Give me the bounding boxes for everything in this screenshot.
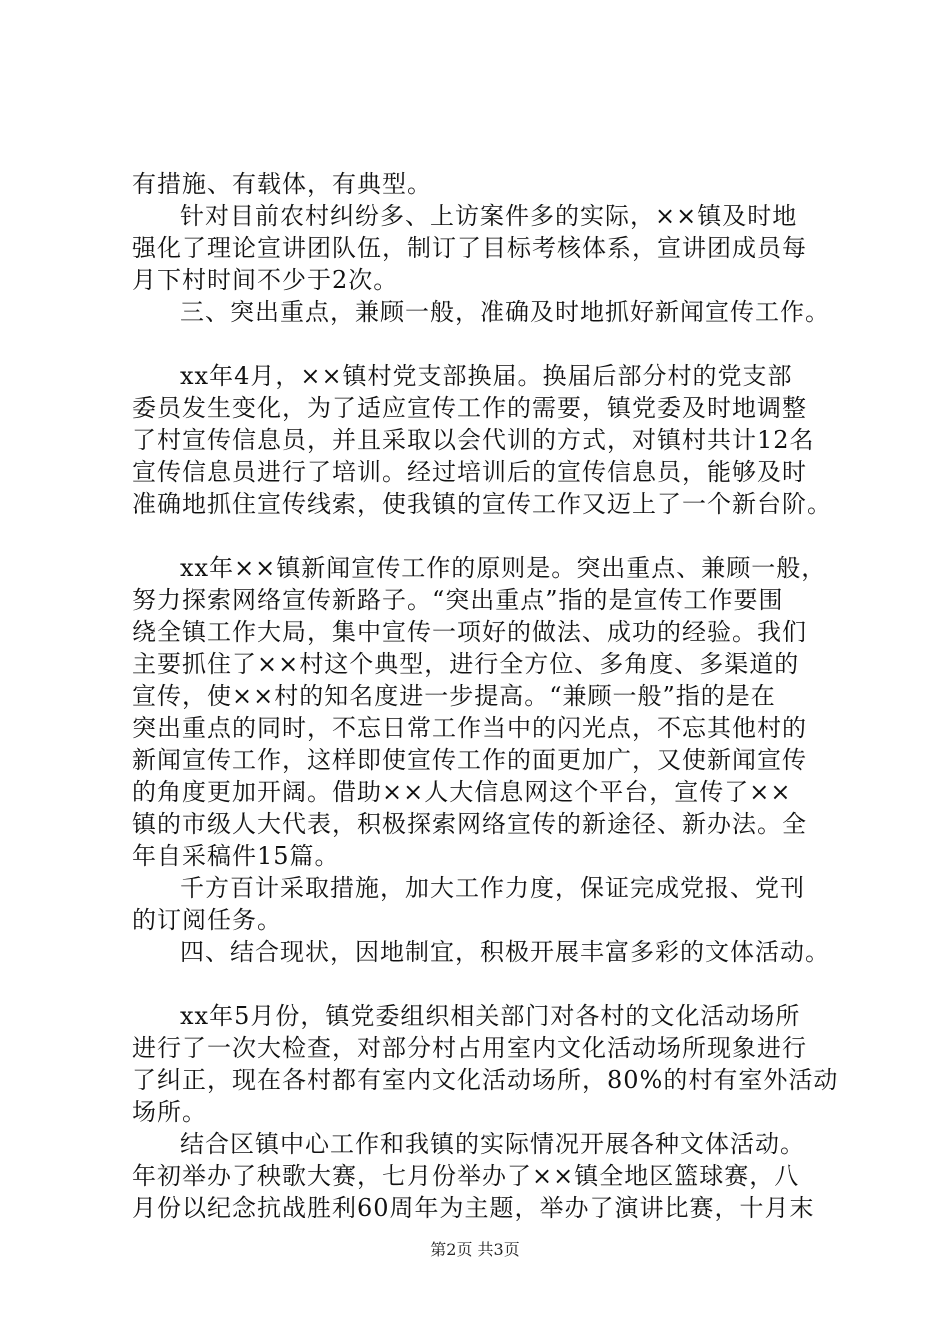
page-number-footer: 第2页 共3页 — [430, 1240, 520, 1259]
paragraph-start: xx年××镇新闻宣传工作的原则是。突出重点、兼顾一般， — [180, 554, 827, 582]
paragraph-start: 针对目前农村纠纷多、上访案件多的实际，××镇及时地 — [180, 202, 798, 230]
text-line: 宣传信息员进行了培训。经过培训后的宣传信息员，能够及时 — [132, 458, 807, 486]
text-line: 宣传，使××村的知名度进一步提高。“兼顾一般”指的是在 — [132, 682, 776, 710]
paragraph-start: 千方百计采取措施，加大工作力度，保证完成党报、党刊 — [180, 874, 805, 902]
text-line: 强化了理论宣讲团队伍，制订了目标考核体系，宣讲团成员每 — [132, 234, 807, 262]
text-line: 委员发生变化，为了适应宣传工作的需要，镇党委及时地调整 — [132, 394, 807, 422]
text-line: 新闻宣传工作，这样即使宣传工作的面更加广，又使新闻宣传 — [132, 746, 807, 774]
text-line: 的角度更加开阔。借助××人大信息网这个平台，宣传了×× — [132, 778, 792, 806]
text-line: 进行了一次大检查，对部分村占用室内文化活动场所现象进行 — [132, 1034, 807, 1062]
text-line: 了纠正，现在各村都有室内文化活动场所，80%的村有室外活动 — [132, 1066, 839, 1094]
text-line: 主要抓住了××村这个典型，进行全方位、多角度、多渠道的 — [132, 650, 800, 678]
text-line: 绕全镇工作大局，集中宣传一项好的做法、成功的经验。我们 — [132, 618, 807, 646]
text-line: 月份以纪念抗战胜利60周年为主题，举办了演讲比赛，十月末 — [132, 1194, 815, 1222]
text-line: 准确地抓住宣传线索，使我镇的宣传工作又迈上了一个新台阶。 — [132, 490, 832, 518]
text-line: 了村宣传信息员，并且采取以会代训的方式，对镇村共计12名 — [132, 426, 815, 454]
document-body — [132, 168, 839, 1224]
text-line: 月下村时间不少于2次。 — [132, 266, 399, 294]
paragraph-gap — [132, 520, 832, 552]
text-line: 镇的市级人大代表，积极探索网络宣传的新途径、新办法。全 — [132, 810, 807, 838]
section-heading-4: 四、结合现状，因地制宜，积极开展丰富多彩的文体活动。 — [180, 938, 830, 966]
text-line: 场所。 — [132, 1098, 207, 1126]
text-line: 年自采稿件15篇。 — [132, 842, 340, 870]
text-line: 的订阅任务。 — [132, 906, 282, 934]
paragraph-start: xx年4月，××镇村党支部换届。换届后部分村的党支部 — [180, 362, 793, 390]
section-heading-3: 三、突出重点，兼顾一般，准确及时地抓好新闻宣传工作。 — [180, 298, 830, 326]
paragraph-start: xx年5月份，镇党委组织相关部门对各村的文化活动场所 — [180, 1002, 801, 1030]
text-line: 努力探索网络宣传新路子。“突出重点”指的是宣传工作要围 — [132, 586, 784, 614]
text-line: 有措施、有载体，有典型。 — [132, 170, 432, 198]
text-line: 年初举办了秧歌大赛，七月份举办了××镇全地区篮球赛，八 — [132, 1162, 800, 1190]
paragraph-gap — [132, 968, 832, 1000]
text-line: 突出重点的同时，不忘日常工作当中的闪光点，不忘其他村的 — [132, 714, 807, 742]
paragraph-start: 结合区镇中心工作和我镇的实际情况开展各种文体活动。 — [180, 1130, 805, 1158]
paragraph-gap — [132, 328, 832, 360]
